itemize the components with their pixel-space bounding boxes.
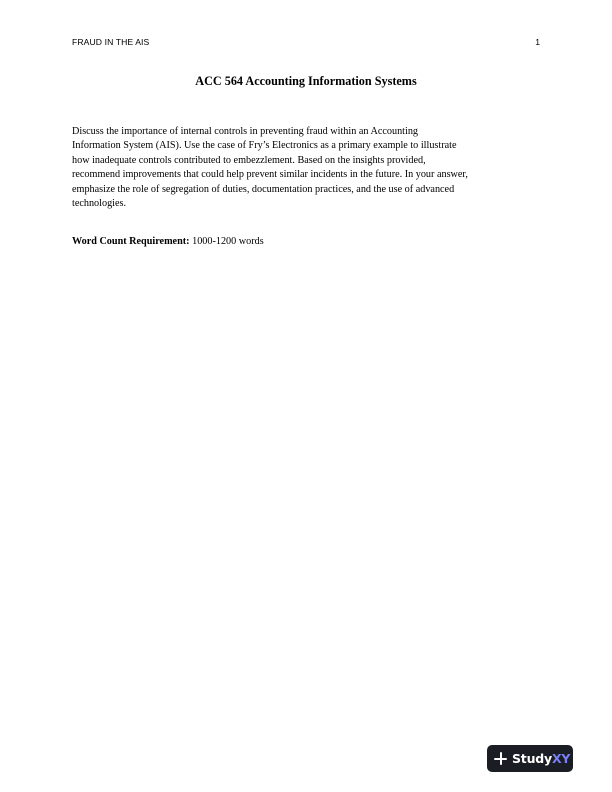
requirement-label: Word Count Requirement: (72, 236, 190, 247)
prompt-line: Discuss the importance of internal controls in preventing fraud within an Accounting (72, 126, 419, 137)
prompt-line: emphasize the role of segregation of duties, documentation practices, and the use of advanced (72, 183, 455, 195)
brand-name (512, 751, 570, 766)
plus-icon (494, 752, 507, 765)
studyxy-logo-badge[interactable] (487, 745, 573, 772)
page-number: 1 (535, 37, 540, 47)
running-head: FRAUD IN THE AIS (72, 37, 150, 47)
prompt-line: technologies. (72, 198, 127, 210)
brand-name-main: Study (512, 751, 552, 766)
prompt-line: recommend improvements that could help prevent similar incidents in the future. In your answer, (72, 169, 468, 181)
word-count-requirement (72, 235, 264, 249)
requirement-value: 1000-1200 words (189, 236, 264, 247)
document-title: ACC 564 Accounting Information Systems (195, 74, 417, 88)
brand-name-accent: XY (551, 751, 571, 766)
prompt-line: Information System (AIS). Use the case of Fry’s Electronics as a primary example to illustrate (72, 140, 457, 152)
prompt-line: how inadequate controls contributed to embezzlement. Based on the insights provided, (72, 154, 426, 166)
prompt-paragraph (72, 125, 544, 211)
